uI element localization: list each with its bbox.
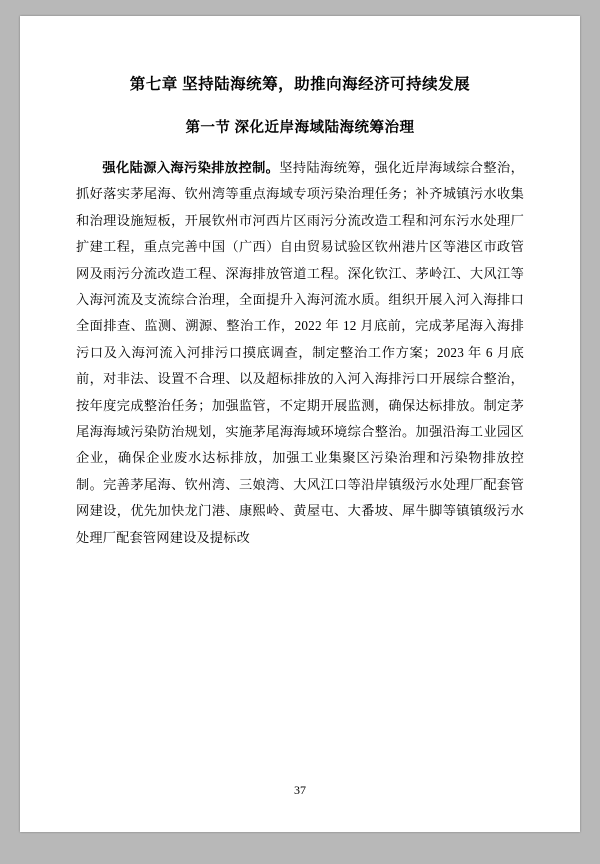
document-page xyxy=(20,16,580,832)
page-number: 37 xyxy=(294,783,306,797)
section-title: 第一节 深化近岸海域陆海统筹治理 xyxy=(185,120,415,136)
paragraph-body: 坚持陆海统筹，强化近岸海域综合整治，抓好落实茅尾海、钦州湾等重点海域专项污染治理任务；补齐城镇污水收集和治理设施短板，开展钦州市河西片区雨污分流改造工程和河东污水处理厂扩建工程，重点完善中国（广西）自由贸易试验区钦州港片区等港区市政管网及雨污分流改造工程、深海排放管道工程。深化钦江、茅岭江、大风江等入海河流及支流综合治理，全面提升入海河流水质。组织开展入河入海排口全面排查、监测、溯源、整治工作，2022 年 12 月底前，完成茅尾海入海排污口及入海河流入河排污口摸底调查，制定整治工作方案；2023 年 6 月底前，对非法、设置不合理、以及超标排放的入河入海排污口开展综合整治，按年度完成整治任务；加强监管，不定期开展监测，确保达标排放。制定茅尾海海域污染防治规划，实施茅尾海海域环境综合整治。加强沿海工业园区企业，确保企业废水达标排放，加强工业集聚区污染治理和污染物排放控制。完善茅尾海、钦州湾、三娘湾、大风江口等沿岸镇级污水处理厂配套管网建设，优先加快龙门港、康熙岭、黄屋屯、大番坡、犀牛脚等镇镇级污水处理厂配套管网建设及提标改 xyxy=(76,160,524,545)
body-paragraph xyxy=(76,155,524,551)
chapter-title: 第七章 坚持陆海统筹，助推向海经济可持续发展 xyxy=(129,76,471,93)
paragraph-lead: 强化陆源入海污染排放控制。 xyxy=(102,160,280,175)
